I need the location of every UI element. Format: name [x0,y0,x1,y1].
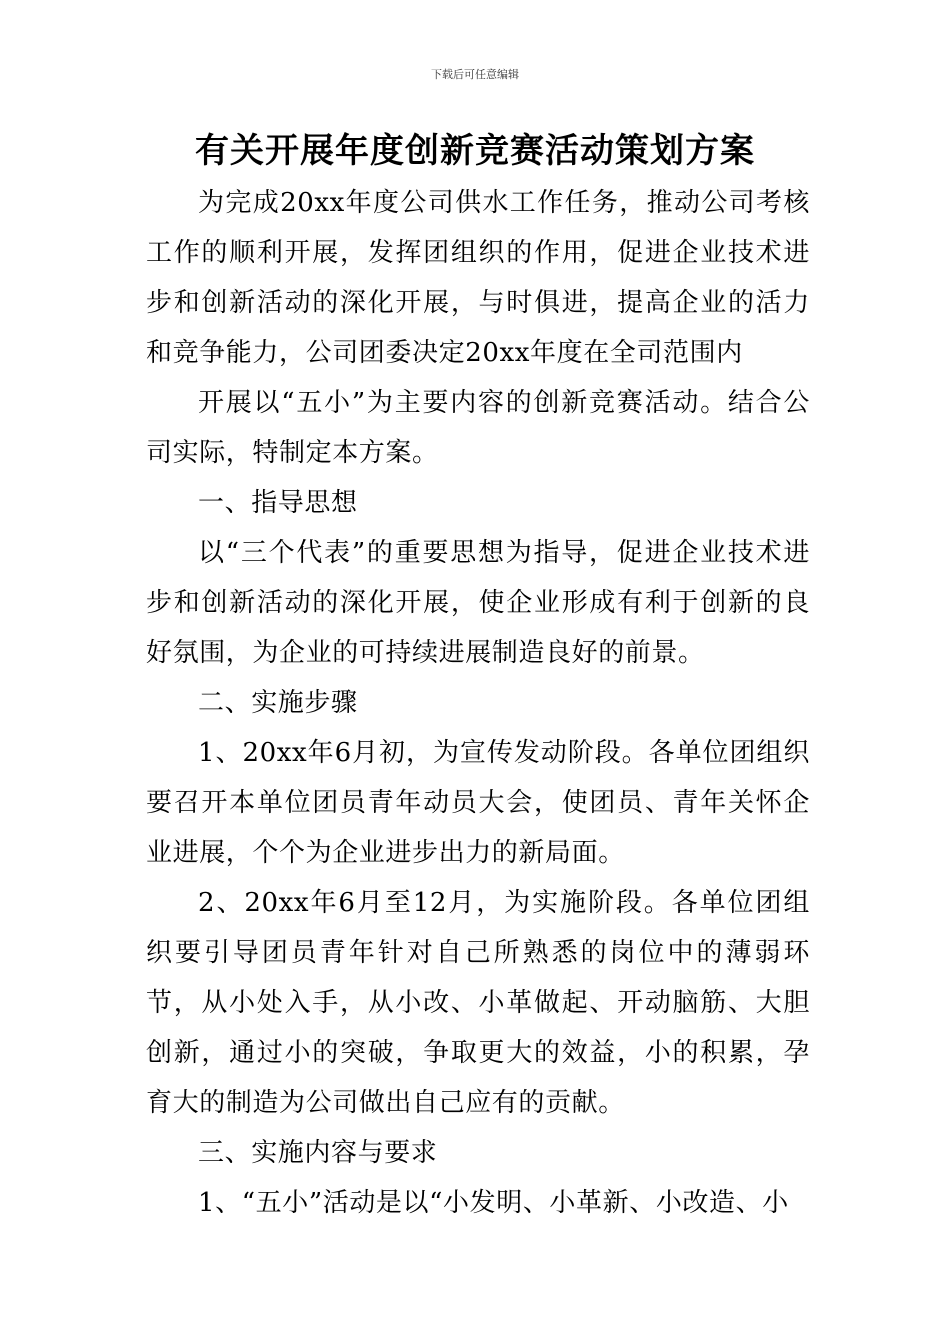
paragraph-intro: 为完成20xx年度公司供水工作任务，推动公司考核工作的顺利开展，发挥团组织的作用，促进企业技术进步和创新活动的深化开展，与时俱进，提高企业的活力和竞争能力，公司团委决定20xx年度在全司范围内 [146,188,810,368]
paragraph-guiding-ideology: 以“三个代表”的重要思想为指导，促进企业技术进步和创新活动的深化开展，使企业形成有利于创新的良好氛围，为企业的可持续进展制造良好的前景。 [146,538,810,668]
paragraph-step-2: 2、20xx年6月至12月，为实施阶段。各单位团组织要引导团员青年针对自己所熟悉的岗位中的薄弱环节，从小处入手，从小改、小革做起、开动脑筋、大胆创新，通过小的突破，争取更大的效益，小的积累，孕育大的制造为公司做出自己应有的贡献。 [146,888,810,1118]
document-body [146,178,810,1228]
section-heading-guiding-ideology: 一、指导思想 [198,488,358,518]
paragraph-step-1: 1、20xx年6月初，为宣传发动阶段。各单位团组织要召开本单位团员青年动员大会，使团员、青年关怀企业进展，个个为企业进步出力的新局面。 [146,738,810,868]
paragraph-content-1: 1、“五小”活动是以“小发明、小革新、小改造、小 [198,1188,789,1218]
section-heading-implementation-steps: 二、实施步骤 [198,688,358,718]
document-title: 有关开展年度创新竞赛活动策划方案 [195,131,755,171]
paragraph-intro-continued: 开展以“五小”为主要内容的创新竞赛活动。结合公司实际，特制定本方案。 [146,388,810,468]
header-note: 下载后可任意编辑 [431,68,519,81]
section-heading-content-requirements: 三、实施内容与要求 [198,1138,438,1168]
